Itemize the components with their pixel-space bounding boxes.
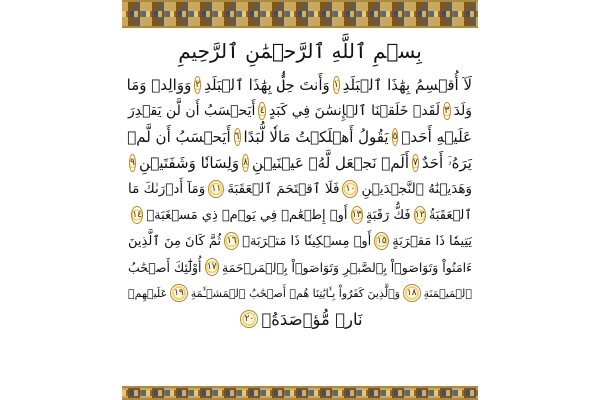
verse-text: فَلَا ٱقۡتَحَمَ ٱلۡعَقَبَةَ xyxy=(227,181,340,197)
verse-text: وَوَالِدٖ وَمَا xyxy=(126,76,192,94)
verse-text: عَلَيۡهِ أَحَدٞ xyxy=(401,128,472,146)
verse-text: أَيَحۡسَبُ أَن لَّمۡ xyxy=(127,128,231,146)
verse-text: نَارٞ مُّؤۡصَدَةُۢ xyxy=(261,309,363,329)
verse-text: وَأَنتَ حِلُّۢ بِهَٰذَا ٱلۡبَلَدِ xyxy=(204,76,330,94)
verse-text: ٱلۡمَيۡمَنَةِ xyxy=(423,286,472,300)
border-pattern xyxy=(122,390,478,396)
verse-text: وَهَدَيۡنَٰهُ ٱلنَّجۡدَيۡنِ xyxy=(361,181,472,197)
verse-text: أَلَمۡ نَجۡعَل لَّهُۥ عَيۡنَيۡنِ xyxy=(251,154,409,172)
ayah-number-marker: ٧ xyxy=(412,154,419,172)
verse-line xyxy=(128,124,472,150)
ayah-number-marker: ٣ xyxy=(443,102,451,120)
ayah-number-marker: ٢٠ xyxy=(240,310,258,328)
verse-text: يَرَهُۥٓ أَحَدٌ xyxy=(421,154,472,172)
verse-text-area xyxy=(128,72,472,384)
ayah-number-marker: ١٩ xyxy=(170,284,188,302)
verse-text: أَيَحۡسَبُ أَن لَّن يَقۡدِرَ xyxy=(128,103,256,119)
verse-text: عَلَيۡهِمۡ xyxy=(128,286,168,300)
verse-line xyxy=(128,254,472,280)
verse-line xyxy=(128,202,472,228)
verse-text: ءَامَنُواْ وَتَوَاصَوۡاْ بِٱلصَّبۡرِ وَتَوَاصَوۡاْ بِٱلۡمَرۡحَمَةِ xyxy=(222,259,472,275)
verse-line xyxy=(128,98,472,124)
ornamental-border-top xyxy=(122,0,478,28)
verse-text: يَتِيمٗا ذَا مَقۡرَبَةٍ xyxy=(392,233,472,249)
verse-text: يَقُولُ أَهۡلَكۡتُ مَالٗا لُّبَدًا xyxy=(243,128,389,146)
ayah-number-marker: ١٥ xyxy=(374,232,389,250)
verse-line xyxy=(128,228,472,254)
ayah-number-marker: ١٢ xyxy=(414,206,426,224)
verse-line xyxy=(128,150,472,176)
ayah-number-marker: ١ xyxy=(333,76,340,94)
ayah-number-marker: ٤ xyxy=(258,102,266,120)
border-pattern xyxy=(122,11,478,17)
ayah-number-marker: ٦ xyxy=(234,128,241,146)
verse-text: لَآ أُقۡسِمُ بِهَٰذَا ٱلۡبَلَدِ xyxy=(342,76,472,94)
verse-text: أَوۡ إِطۡعَٰمٞ فِي يَوۡمٖ ذِي مَسۡغَبَةٖ xyxy=(146,207,348,223)
verse-line xyxy=(128,280,472,306)
ayah-number-marker: ١١ xyxy=(208,180,224,198)
verse-line xyxy=(128,72,472,98)
verse-text: لَقَدۡ خَلَقۡنَا ٱلۡإِنسَٰنَ فِي كَبَدٍ xyxy=(269,103,440,119)
verse-line xyxy=(128,176,472,202)
ayah-number-marker: ٨ xyxy=(242,154,249,172)
basmala-text: بِسۡمِ ٱللَّهِ ٱلرَّحۡمَٰنِ ٱلرَّحِيمِ xyxy=(178,39,422,63)
verse-text: وَلَدَ xyxy=(453,103,472,119)
ayah-number-marker: ١٦ xyxy=(224,232,239,250)
ayah-number-marker: ١٤ xyxy=(131,206,143,224)
verse-text: ثُمَّ كَانَ مِنَ ٱلَّذِينَ xyxy=(128,233,222,249)
ayah-number-marker: ٥ xyxy=(392,128,399,146)
verse-text: فَكُّ رَقَبَةٍ xyxy=(365,207,411,223)
ayah-number-marker: ٩ xyxy=(129,154,136,172)
ayah-number-marker: ١٠ xyxy=(342,180,358,198)
ayah-number-marker: ١٣ xyxy=(351,206,363,224)
ornamental-border-bottom xyxy=(122,386,478,400)
ayah-number-marker: ١٨ xyxy=(403,284,421,302)
basmala-header xyxy=(178,36,422,67)
ayah-number-marker: ١٧ xyxy=(205,258,219,276)
verse-text: وَلِسَانٗا وَشَفَتَيۡنِ xyxy=(138,154,240,172)
verse-text: وَمَآ أَدۡرَىٰكَ مَا xyxy=(128,181,206,197)
verse-text: ٱلۡعَقَبَةُ xyxy=(428,207,472,223)
verse-text: وَٱلَّذِينَ كَفَرُواْ بِـَٔايَٰتِنَا هُمۡ أَصۡحَٰبُ ٱلۡمَشۡـَٔمَةِ xyxy=(190,286,401,300)
verse-line xyxy=(128,306,472,332)
verse-text: أُوْلَٰٓئِكَ أَصۡحَٰبُ xyxy=(128,259,202,275)
verse-text: أَوۡ مِسۡكِينٗا ذَا مَتۡرَبَةٖ xyxy=(242,233,372,249)
ayah-number-marker: ٢ xyxy=(194,76,201,94)
